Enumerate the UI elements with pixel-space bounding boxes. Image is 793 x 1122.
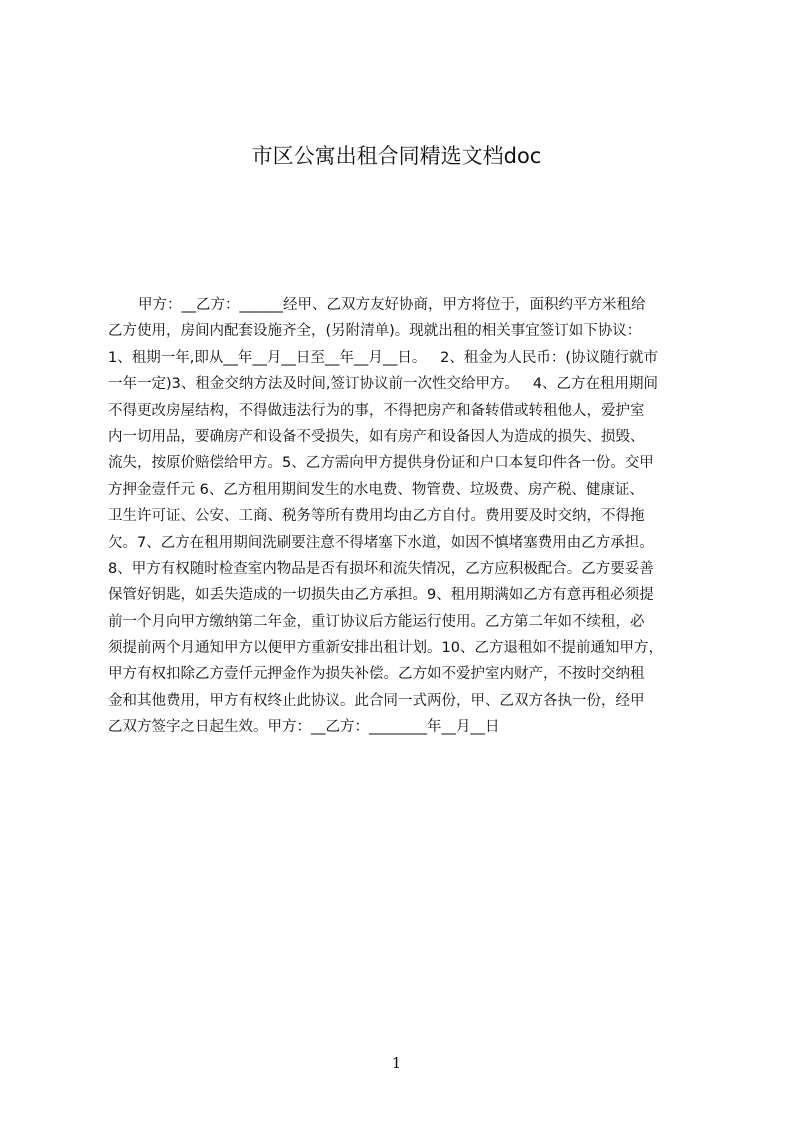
body-line-13: 前一个月向甲方缴纳第二年金，重订协议后方能运行使用。乙方第二年如不续租，必: [108, 613, 645, 630]
document-title: 市区公寓出租合同精选文档doc: [251, 144, 542, 168]
body-line-9: 卫生许可证、公安、工商、税务等所有费用均由乙方自付。费用要及时交纳，不得拖: [108, 508, 645, 525]
body-line-4: 一年一定)3、租金交纳方法及时间,签订协议前一次性交给甲方。 4、乙方在租用期间: [108, 376, 659, 393]
body-line-12: 保管好钥匙，如丢失造成的一切损失由乙方承担。9、租用期满如乙方有意再租必须提: [108, 587, 654, 604]
body-line-3: 1、租期一年,即从__年__月__日至__年__月__日。 2、租金为人民币：(协议随行就市: [108, 349, 659, 366]
body-line-1: 甲方：__乙方：______经甲、乙双方友好协商，甲方将位于，面积约平方米租给: [138, 297, 646, 313]
body-line-8: 方押金壹仟元 6、乙方租用期间发生的水电费、物管费、垃圾费、房产税、健康证、: [108, 481, 644, 498]
contract-body: [108, 292, 698, 741]
page-number: 1: [391, 1054, 402, 1072]
body-line-10: 欠。7、乙方在租用期间洗刷要注意不得堵塞下水道，如因不慎堵塞费用由乙方承担。: [108, 534, 654, 551]
body-line-17: 乙双方签字之日起生效。甲方：__乙方：________年__月__日: [108, 719, 500, 736]
body-line-7: 流失，按原价赔偿给甲方。5、乙方需向甲方提供身份证和户口本复印件各一份。交甲: [108, 455, 654, 472]
body-line-14: 须提前两个月通知甲方以便甲方重新安排出租计划。10、乙方退租如不提前通知甲方，: [108, 640, 663, 657]
body-line-16: 金和其他费用，甲方有权终止此协议。此合同一式两份，甲、乙双方各执一份，经甲: [108, 692, 645, 709]
body-line-2: 乙方使用，房间内配套设施齐全，(另附清单)。现就出租的相关事宜签订如下协议：: [108, 323, 642, 340]
body-line-11: 8、甲方有权随时检查室内物品是否有损坏和流失情况，乙方应积极配合。乙方要妥善: [108, 560, 654, 577]
body-line-5: 不得更改房屋结构，不得做违法行为的事，不得把房产和备转借或转租他人，爱护室: [108, 402, 645, 419]
body-line-6: 内一切用品，要确房产和设备不受损失，如有房产和设备因人为造成的损失、损毁、: [108, 428, 645, 445]
body-line-15: 甲方有权扣除乙方壹仟元押金作为损失补偿。乙方如不爱护室内财产，不按时交纳租: [108, 666, 645, 683]
